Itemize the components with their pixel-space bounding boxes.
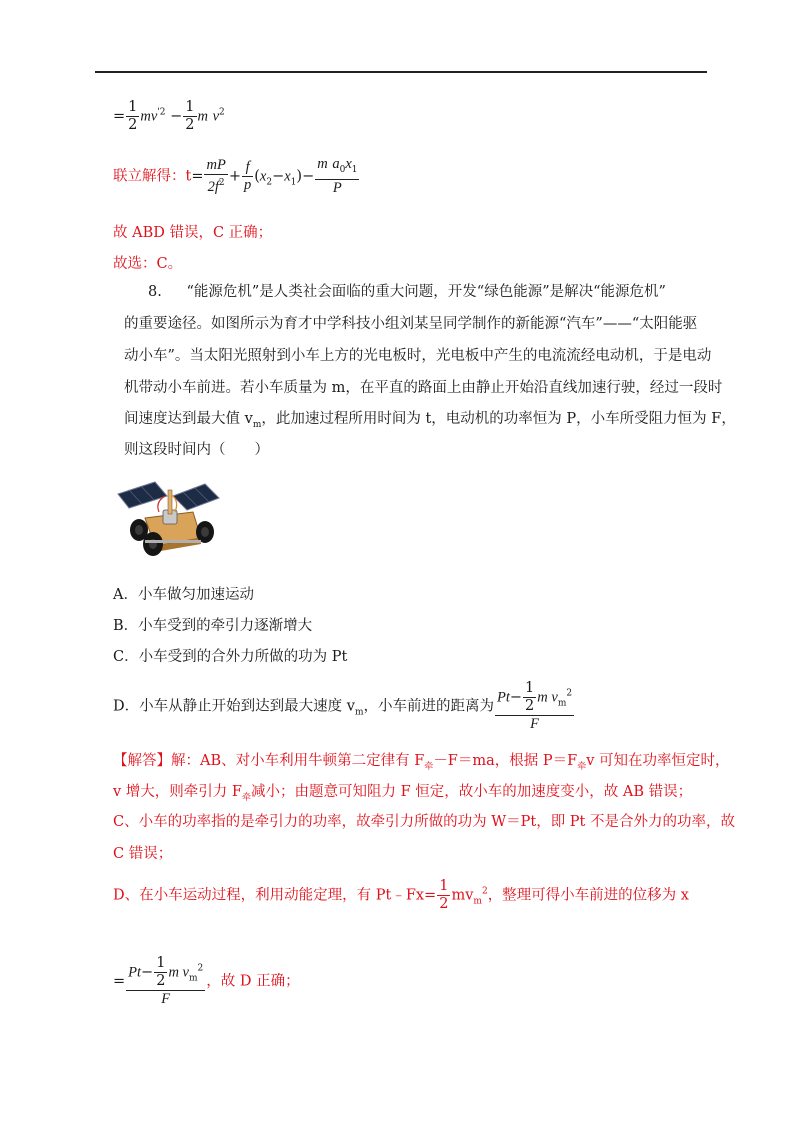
option-d: D．小车从静止开始到达到最大速度 $v_m$，小车前进的距离为 Pt− $\frac{1}{2}$ m $v_m^2$ F <box>113 680 573 732</box>
answer-line-5: D、在小车运动过程，利用动能定理，有 Pt﹣Fx= $\frac{1}{2}$ $mv_m^2$，整理可得小车前进的位移为 x <box>113 878 689 912</box>
answer-tag: 【解答】 <box>113 753 171 769</box>
question-number: 8. <box>148 284 162 300</box>
question-8-line-4: 机带动小车前进。若小车质量为 m，在平直的路面上由静止开始沿直线加速行驶，经过一段时 <box>124 380 723 396</box>
question-8-line-6: 则这段时间内（ ） <box>124 442 269 458</box>
question-8-line-3: 动小车”。当太阳光照射到小车上方的光电板时，光电板中产生的电流流经电动机，于是电动 <box>124 348 712 364</box>
answer-line-3: C、小车的功率指的是牵引力的功率，故牵引力所做的功为 W＝Pt，即 Pt 不是合外力的功率，故 <box>113 814 735 830</box>
option-c: C．小车受到的合外力所做的功为 Pt <box>113 649 348 665</box>
conclusion-line-2: 故选：C。 <box>113 256 183 272</box>
solar-car-image <box>115 466 221 561</box>
equation-kinetic-energy: = $\frac{1}{2}$ $mv^{'2}$ − $\frac{1}{2}$ m $v^2$ <box>113 99 225 133</box>
conclusion-line-1: 故 ABD 错误，C 正确； <box>113 225 273 241</box>
answer-line-4: C 错误； <box>113 846 173 862</box>
question-8-line-5: 间速度达到最大值 $v_m$，此加速过程所用时间为 t，电动机的功率恒为 P，小车所受阻力恒为 F， <box>124 411 736 430</box>
header-rule <box>95 71 707 73</box>
option-b: B．小车受到的牵引力逐渐增大 <box>113 618 313 634</box>
answer-line-2: v 增大，则牵引力 $F_牵$减小；由题意可知阻力 F 恒定，故小车的加速度变小，故 AB 错误； <box>113 784 693 803</box>
question-8-line-2: 的重要途径。如图所示为育才中学科技小组刘某呈同学制作的新能源“汽车”——“太阳能驱 <box>124 316 698 332</box>
equation-solution-t: 联立解得：t= $\frac{mP}{2f^2}$ + $\frac{f}{p}$ $(x_2-x_1)-$ $\frac{m a_0x_1}{P}$ <box>113 156 358 196</box>
question-8-line-1: 8. “能源危机”是人类社会面临的重大问题，开发“绿色能源”是解决“能源危机” <box>148 284 666 300</box>
option-a: A．小车做匀加速运动 <box>113 587 254 603</box>
answer-line-1: 【解答】解：AB、对小车利用牛顿第二定律有 $F_牵-F=ma$，根据 $P=F_牵v$ 可知在功率恒定时， <box>113 753 730 772</box>
answer-line-6: = Pt− $\frac{1}{2}$ m $v_m^2$ F ，故 D 正确； <box>113 955 300 1007</box>
